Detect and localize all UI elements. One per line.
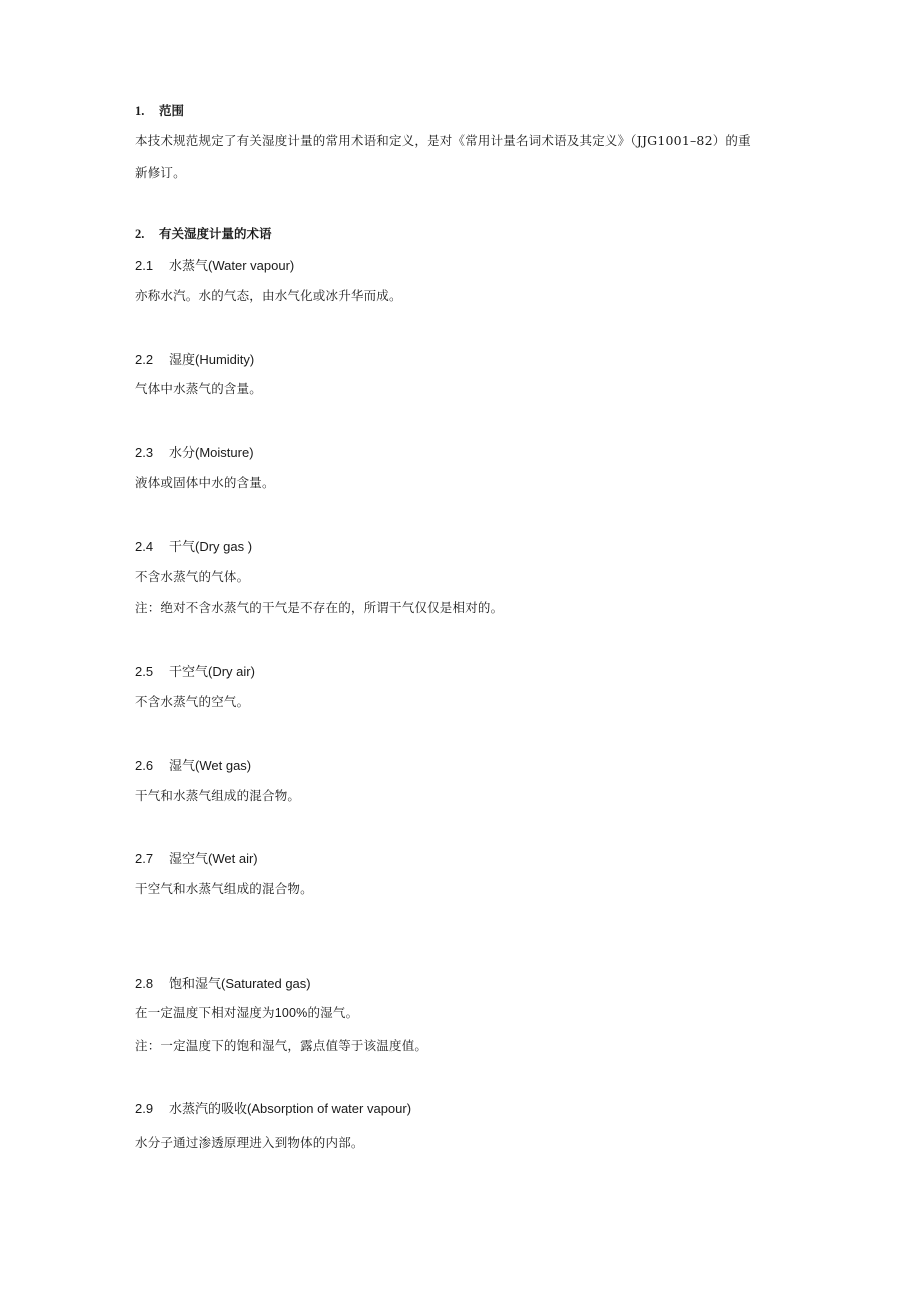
term-2-7-heading	[135, 850, 258, 869]
term-number: 2.9	[135, 1101, 154, 1116]
term-2-2-definition: 气体中水蒸气的含量。	[135, 381, 263, 396]
term-2-6-heading	[135, 757, 251, 776]
term-number: 2.2	[135, 352, 154, 367]
term-english: (Dry air)	[208, 664, 255, 679]
term-2-4-heading	[135, 538, 252, 557]
section-title: 范围	[159, 103, 185, 118]
term-chinese: 干气	[169, 540, 196, 555]
term-2-4-note: 注：绝对不含水蒸气的干气是不存在的，所谓干气仅仅是相对的。	[135, 600, 504, 615]
section-title: 有关湿度计量的术语	[159, 226, 272, 241]
section-1-heading	[135, 102, 184, 120]
term-chinese: 湿空气	[169, 852, 209, 867]
percent-value: 100%	[274, 1006, 308, 1020]
section-2-heading	[135, 225, 272, 243]
term-number: 2.4	[135, 539, 154, 554]
term-chinese: 湿度	[169, 353, 196, 368]
term-chinese: 水分	[169, 446, 196, 461]
term-english: (Water vapour)	[208, 258, 295, 273]
term-2-9-heading	[135, 1100, 411, 1119]
definition-text: 在一定温度下相对湿度为	[135, 1005, 275, 1020]
term-2-5-heading	[135, 663, 255, 682]
section-number: 2.	[135, 227, 145, 241]
term-2-9-definition: 水分子通过渗透原理进入到物体的内部。	[135, 1135, 364, 1150]
term-2-3-definition: 液体或固体中水的含量。	[135, 475, 275, 490]
term-2-8-definition	[135, 1004, 358, 1022]
term-number: 2.8	[135, 976, 154, 991]
term-english: (Wet air)	[208, 851, 258, 866]
term-2-7-definition: 干空气和水蒸气组成的混合物。	[135, 881, 313, 896]
term-english: (Humidity)	[195, 352, 255, 367]
term-chinese: 饱和湿气	[169, 977, 222, 992]
term-2-3-heading	[135, 444, 254, 463]
definition-text: 的湿气。	[307, 1005, 359, 1020]
term-2-2-heading	[135, 351, 254, 370]
term-number: 2.6	[135, 758, 154, 773]
section-number: 1.	[135, 104, 145, 118]
term-english: (Wet gas)	[195, 758, 252, 773]
term-2-4-definition: 不含水蒸气的气体。	[135, 569, 250, 584]
term-2-5-definition: 不含水蒸气的空气。	[135, 694, 250, 709]
term-2-1-definition: 亦称水汽。水的气态，由水气化或冰升华而成。	[135, 288, 402, 303]
term-english: (Saturated gas)	[221, 976, 311, 991]
section-1-paragraph-line-2: 新修订。	[135, 165, 186, 180]
term-number: 2.7	[135, 851, 154, 866]
term-number: 2.1	[135, 258, 154, 273]
term-2-8-note: 注：一定温度下的饱和湿气，露点值等于该温度值。	[135, 1038, 428, 1053]
term-2-6-definition: 干气和水蒸气组成的混合物。	[135, 788, 301, 803]
term-chinese: 水蒸汽的吸收	[169, 1102, 248, 1117]
term-english: (Absorption of water vapour)	[247, 1101, 412, 1116]
term-english: (Moisture)	[195, 445, 254, 460]
term-number: 2.5	[135, 664, 154, 679]
term-2-1-heading	[135, 257, 294, 276]
term-chinese: 湿气	[169, 759, 196, 774]
term-chinese: 水蒸气	[169, 259, 209, 274]
term-number: 2.3	[135, 445, 154, 460]
term-2-8-heading	[135, 975, 311, 994]
term-english: (Dry gas )	[195, 539, 253, 554]
term-chinese: 干空气	[169, 665, 209, 680]
section-1-paragraph-line-1: 本技术规范规定了有关湿度计量的常用术语和定义，是对《常用计量名词术语及其定义》（JJG1001–82）的重	[135, 133, 751, 148]
